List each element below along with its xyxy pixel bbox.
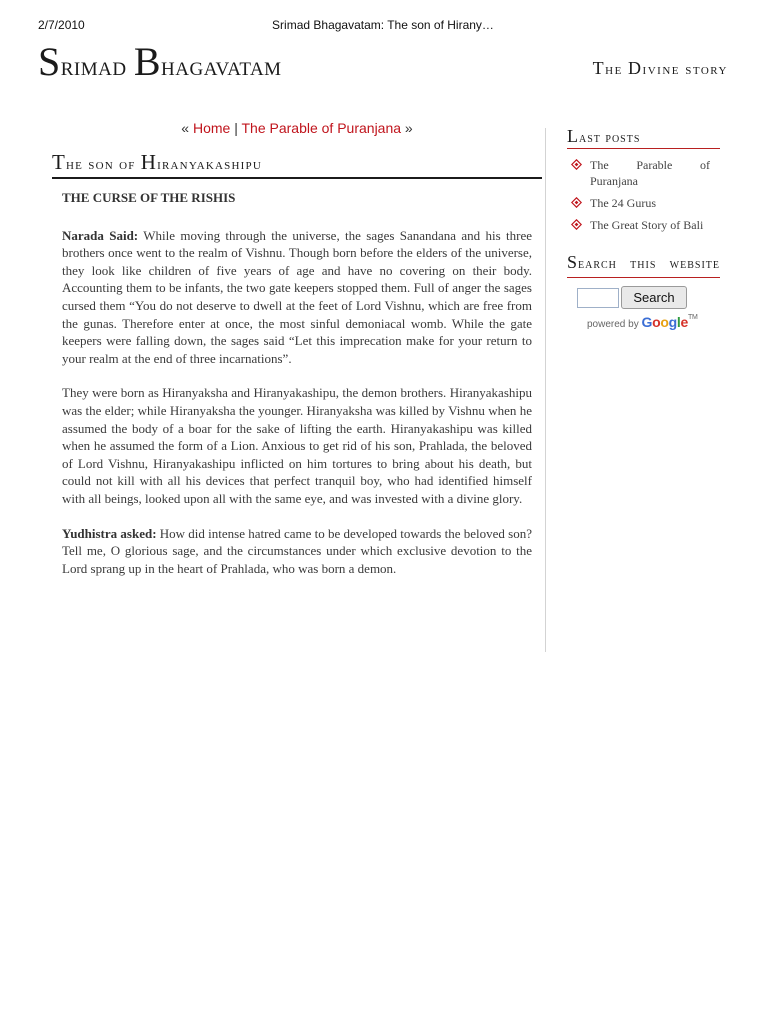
search-title-cap: S (567, 252, 579, 272)
print-header (38, 18, 728, 36)
post-title-cap-1: T (52, 150, 67, 174)
list-item (567, 157, 710, 189)
paragraph (62, 384, 532, 507)
post-title (52, 150, 542, 179)
main-content (52, 120, 542, 594)
google-logo: Google™ (641, 314, 698, 330)
post-title-text-1: he son of (66, 156, 141, 173)
search-widget (567, 251, 720, 330)
section-heading: THE CURSE OF THE RISHIS (62, 190, 236, 205)
paragraph-text: While moving through the universe, the sages Sanandana and his three brothers once went to the realm of Vishnu. Though born before the elders of the universe, they look like children of five years of age and have no covering on their body. Accounting them to be infants, the two gate keepers stopped them. Full of anger the sages cursed them “You do not deserve to dwell at the feet of Lord Vishnu, which are free from the gunas. Therefore enter at once, the most sinful demoniacal womb. While the gate keepers were falling down, the sages said “Let this imprecation make for your return to your realm at the end of three incarnations”. (62, 227, 533, 366)
post-nav-prefix: « (181, 120, 193, 136)
speaker-label: Yudhistra asked: (62, 525, 157, 541)
search-button[interactable]: Search (621, 286, 687, 309)
post-nav-separator: | (230, 120, 242, 136)
site-title[interactable] (38, 38, 282, 85)
next-post-link[interactable]: The Parable of Puranjana (241, 120, 402, 136)
last-post-link[interactable]: The 24 Gurus (590, 196, 656, 210)
site-title-text-1: rimad (60, 51, 134, 81)
speaker-label: Narada Said: (62, 227, 139, 243)
print-date: 2/7/2010 (38, 18, 85, 32)
search-title-text: earch this website (578, 257, 720, 272)
site-title-cap-1: S (38, 39, 61, 84)
site-title-text-2: hagavatam (161, 51, 282, 81)
last-posts-title-cap: L (567, 126, 579, 146)
home-link[interactable]: Home (192, 120, 231, 136)
paragraph (62, 525, 532, 578)
tagline-cap-2: D (628, 58, 643, 78)
tagline-text-2: ivine story (642, 62, 728, 78)
site-title-cap-2: B (133, 39, 162, 84)
search-form (567, 286, 720, 310)
list-item (567, 195, 710, 211)
last-post-link[interactable]: The Parable of Puranjana (590, 158, 710, 188)
paragraph-text: They were born as Hiranyaksha and Hiranyakashipu, the demon brothers. Hiranyakashipu was the elder; while Hiranyaksha the younger. Hiranyaksha was killed by Vishnu when he assumed the body of a boar for the sake of lifting the earth. Hiranyakashipu was killed when he assumed the form of a Lion. Anxious to get rid of his son, Prahlada, the beloved of Lord Vishnu, Hiranyakashipu inflicted on him tortures to bring about his death, but could not kill with all his devices that perfect tranquil boy, who had identified himself with all beings, looked upon all with the same eye, and was invested with a divine glory. (62, 385, 532, 506)
diamond-bullet-icon (571, 159, 582, 170)
last-posts-list (567, 157, 720, 233)
post-nav-suffix: » (401, 120, 413, 136)
tagline-cap-1: T (592, 58, 606, 78)
sidebar (567, 126, 720, 330)
post-body (52, 179, 542, 577)
diamond-bullet-icon (571, 219, 582, 230)
search-widget-title (567, 251, 720, 278)
last-posts-widget (567, 126, 720, 233)
print-page-title: Srimad Bhagavatam: The son of Hirany… (272, 18, 494, 32)
paragraph (62, 227, 532, 368)
last-post-link[interactable]: The Great Story of Bali (590, 218, 704, 232)
list-item (567, 217, 710, 233)
column-divider (545, 128, 546, 652)
powered-by-google (587, 314, 720, 330)
post-navigation (52, 120, 542, 136)
post-title-text-2: iranyakashipu (157, 156, 262, 173)
search-input[interactable] (577, 288, 619, 308)
last-posts-title (567, 126, 720, 149)
site-tagline (593, 58, 728, 79)
last-posts-title-text: ast posts (579, 131, 641, 146)
paragraph-text: How did intense hatred came to be developed towards the beloved son? Tell me, O glorious sage, and the circumstances under which exclusive devotion to the Lord sprang up in the heart of Prahlada, who was born a demon. (62, 525, 532, 576)
post-title-cap-2: H (140, 150, 158, 174)
powered-by-label: powered by (587, 319, 639, 330)
diamond-bullet-icon (571, 197, 582, 208)
tagline-text-1: he (605, 62, 629, 78)
